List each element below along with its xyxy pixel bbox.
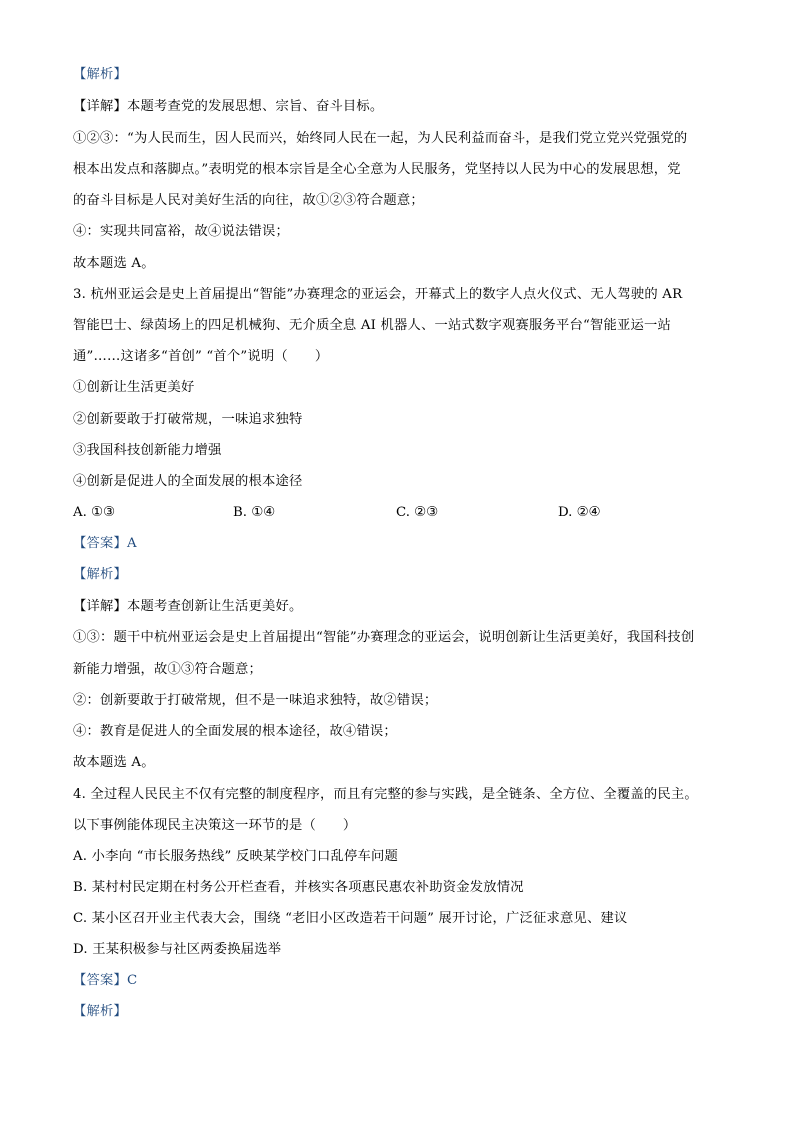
statement-item: ④创新是促进人的全面发展的根本途径 xyxy=(73,474,303,489)
option-a: A. 小李向 “市长服务热线” 反映某学校门口乱停车问题 xyxy=(73,849,398,864)
statement-item: ①创新让生活更美好 xyxy=(73,380,195,395)
detail-line: ②：创新要敢于打破常规，但不是一味追求独特，故②错误； xyxy=(73,693,438,708)
option-c: C. 某小区召开业主代表大会，围绕 “老旧小区改造若干问题” 展开讨论，广泛征求意见、建议 xyxy=(73,911,628,926)
conclusion-line: 故本题选 A。 xyxy=(73,755,155,770)
conclusion-line: 故本题选 A。 xyxy=(73,256,155,271)
analysis-tag: 【解析】 xyxy=(73,567,127,582)
answer-tag: 【答案】A xyxy=(73,536,137,551)
option-d: D. 王某积极参与社区两委换届选举 xyxy=(73,942,282,957)
detail-line: 的奋斗目标是人民对美好生活的向往，故①②③符合题意； xyxy=(73,193,424,208)
answer-tag: 【答案】C xyxy=(73,973,138,988)
question-4-stem: 以下事例能体现民主决策这一环节的是（ ） xyxy=(73,818,357,833)
detail-line: 【详解】本题考查党的发展思想、宗旨、奋斗目标。 xyxy=(73,99,384,114)
detail-line: 根本出发点和落脚点。”表明党的根本宗旨是全心全意为人民服务，党坚持以人民为中心的发展思想，党 xyxy=(73,162,681,177)
option-b: B. ①④ xyxy=(233,505,276,520)
statement-item: ③我国科技创新能力增强 xyxy=(73,443,222,458)
question-3-stem: 3. 杭州亚运会是史上首届提出“智能”办赛理念的亚运会，开幕式上的数字人点火仪式、无人驾驶的 AR xyxy=(73,287,683,302)
option-d: D. ②④ xyxy=(558,505,601,520)
analysis-tag: 【解析】 xyxy=(73,67,127,82)
option-a: A. ①③ xyxy=(73,505,115,520)
question-3-stem: 通”……这诸多“首创” “首个”说明（ ） xyxy=(73,349,329,364)
question-4-stem: 4. 全过程人民民主不仅有完整的制度程序，而且有完整的参与实践，是全链条、全方位、全覆盖的民主。 xyxy=(73,787,698,802)
detail-line: ④：实现共同富裕，故④说法错误； xyxy=(73,224,289,239)
detail-line: 新能力增强，故①③符合题意； xyxy=(73,662,262,677)
detail-line: ④：教育是促进人的全面发展的根本途径，故④错误； xyxy=(73,724,397,739)
detail-line: ①③：题干中杭州亚运会是史上首届提出“智能”办赛理念的亚运会，说明创新让生活更美好，我国科技创 xyxy=(73,630,695,645)
detail-line: 【详解】本题考查创新让生活更美好。 xyxy=(73,599,303,614)
detail-line: ①②③：“为人民而生，因人民而兴，始终同人民在一起，为人民利益而奋斗，是我们党立党兴党强党的 xyxy=(73,131,688,146)
statement-item: ②创新要敢于打破常规，一味追求独特 xyxy=(73,412,303,427)
question-3-options xyxy=(73,504,733,522)
option-c: C. ②③ xyxy=(396,505,438,520)
option-b: B. 某村村民定期在村务公开栏查看，并核实各项惠民惠农补助资金发放情况 xyxy=(73,880,524,895)
analysis-tag: 【解析】 xyxy=(73,1004,127,1019)
question-3-stem: 智能巴士、绿茵场上的四足机械狗、无介质全息 AI 机器人、一站式数字观赛服务平台“智能亚运一站 xyxy=(73,318,671,333)
